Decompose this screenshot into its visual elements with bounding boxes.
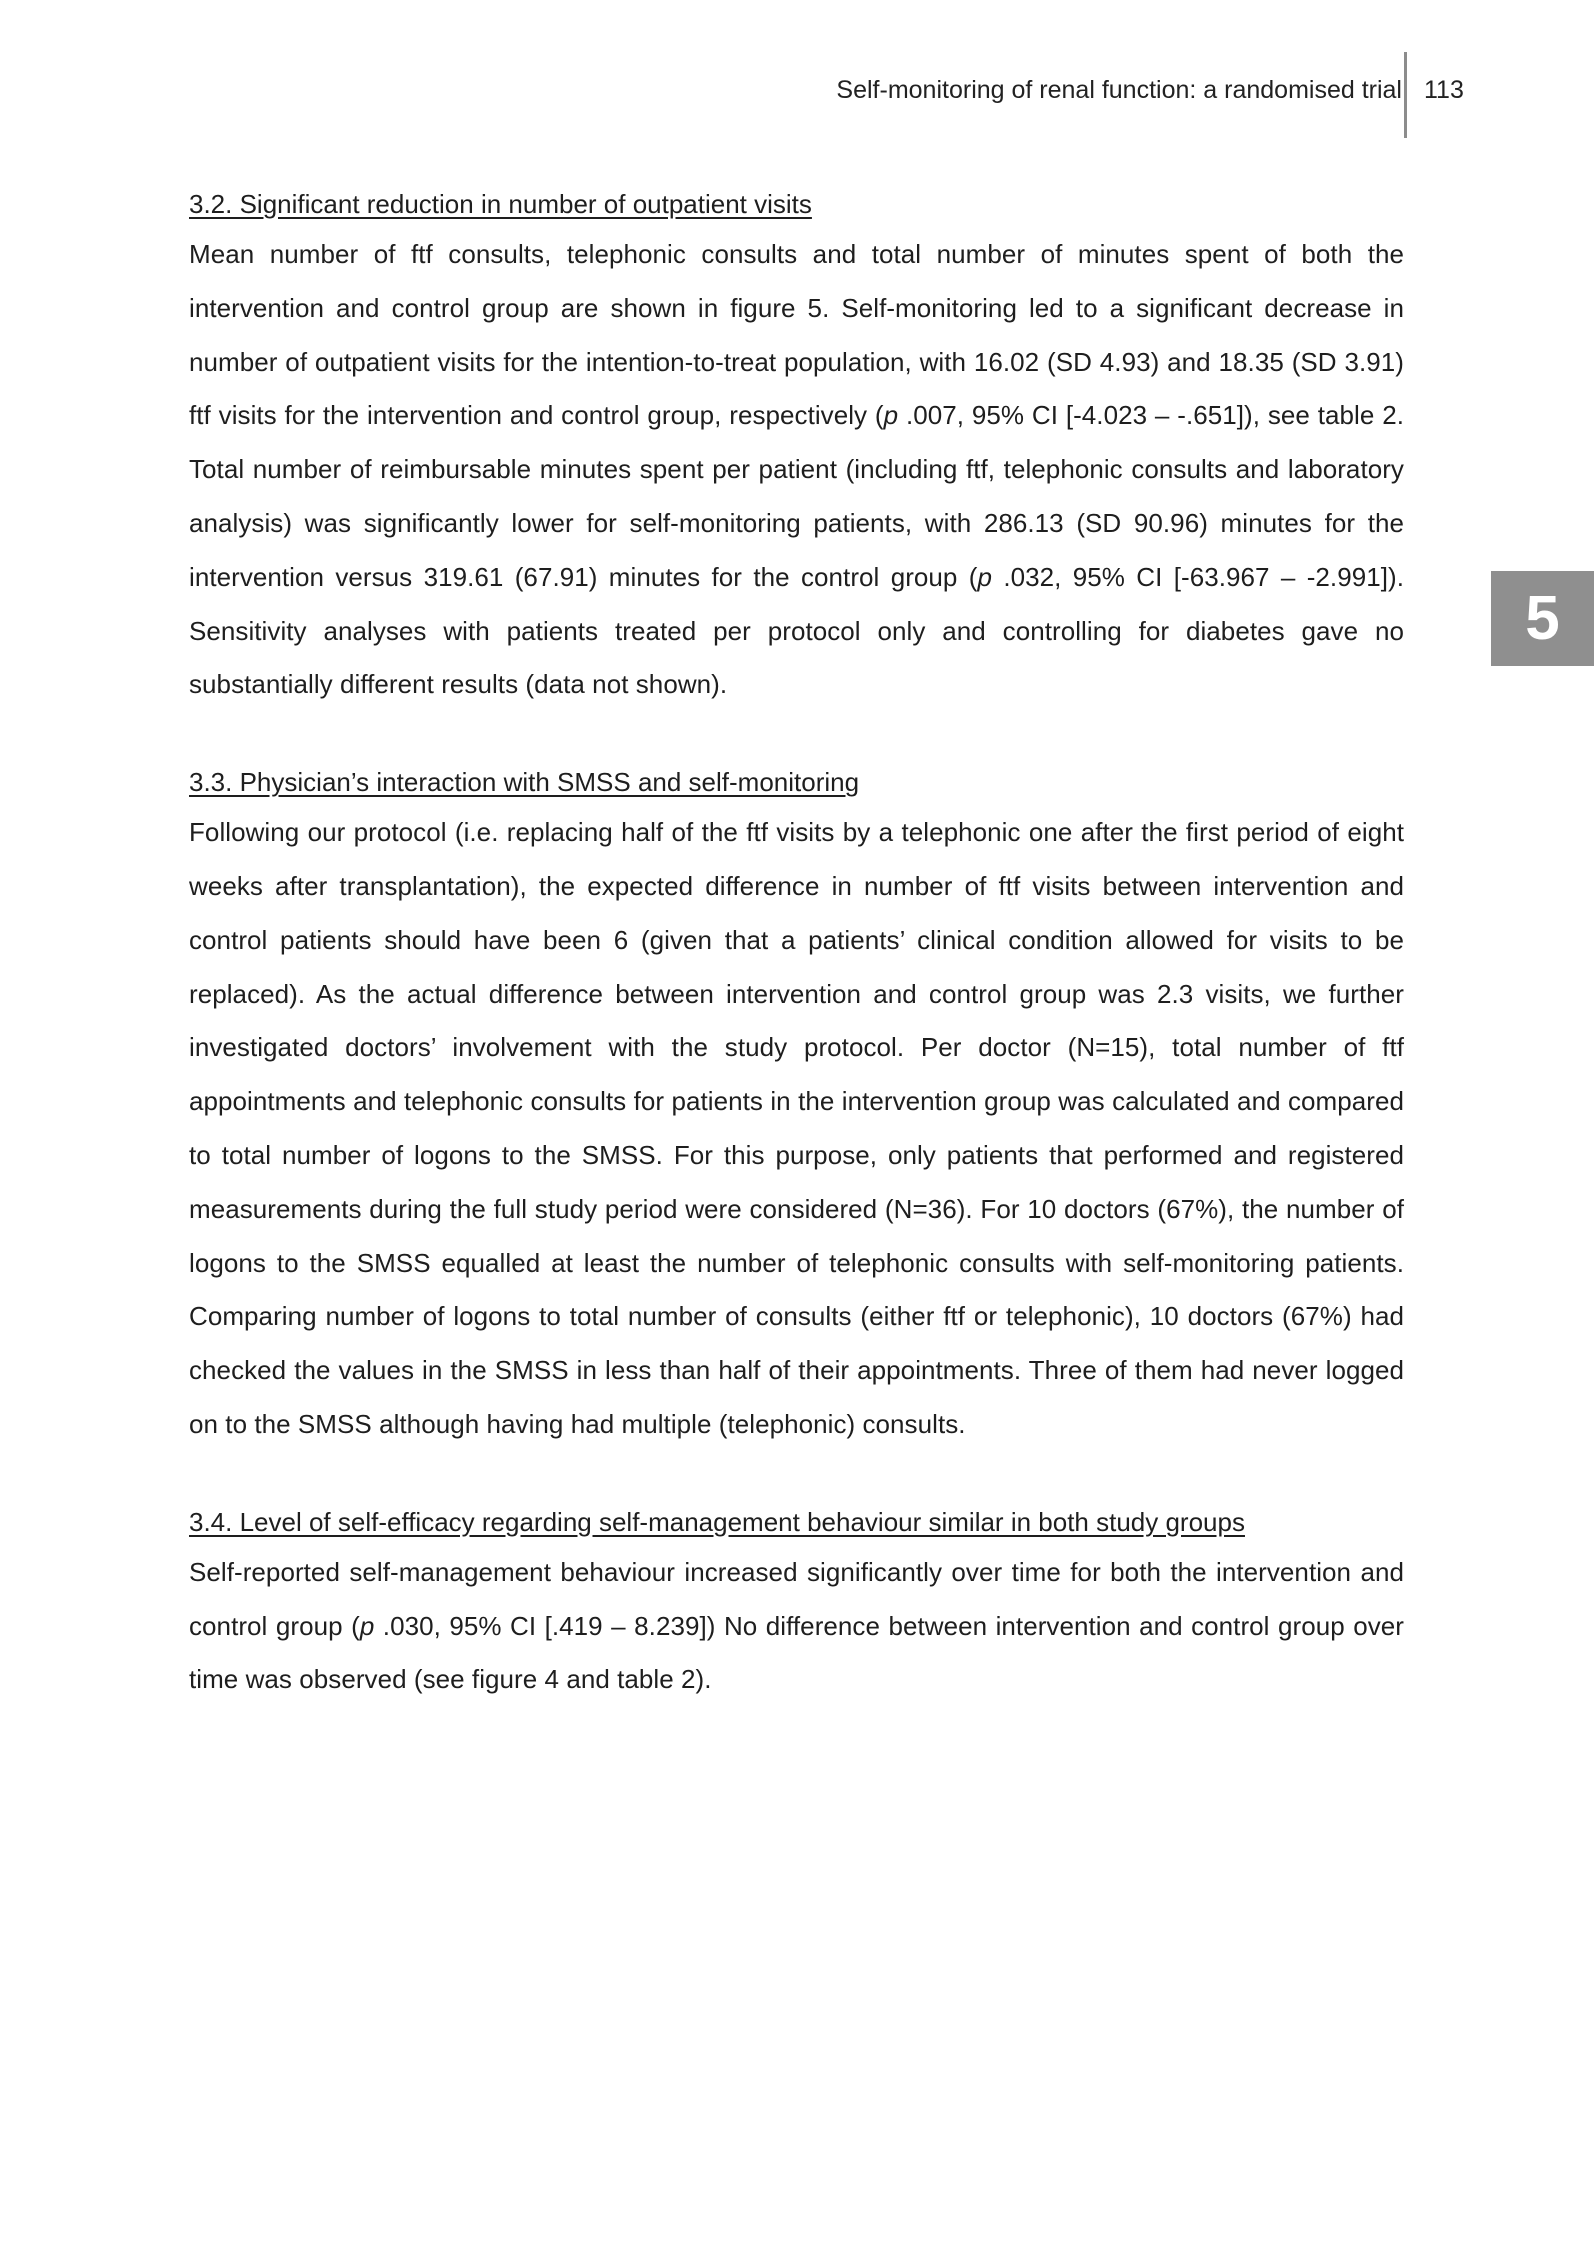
p-value-symbol: p bbox=[883, 400, 899, 431]
p-value-symbol: p bbox=[977, 561, 993, 592]
paragraph-text: .030, 95% CI [.419 – 8.239]) No difference between intervention and control group over time was observed (see figure 4 and table 2). bbox=[189, 1610, 1404, 1695]
section-heading: 3.3. Physician’s interaction with SMSS and self-monitoring bbox=[189, 767, 860, 798]
p-value-symbol: p bbox=[359, 1610, 375, 1641]
section-heading: 3.2. Significant reduction in number of outpatient visits bbox=[189, 189, 812, 219]
paragraph-text: .007, 95% CI [-4.023 – -.651]), see table 2. Total number of reimbursable minutes spent per patient (including ftf, telephonic consults and laboratory analysis) was significantly lower for self-monitoring patients, with 286.13 (SD 90.96) minutes for the intervention versus 319.61 (67.91) minutes for the control group ( bbox=[189, 400, 1404, 592]
section-3-3 bbox=[189, 764, 1404, 1452]
section-paragraph bbox=[189, 1546, 1404, 1707]
section-spacer bbox=[189, 712, 1404, 764]
section-3-4 bbox=[189, 1504, 1404, 1707]
section-heading: 3.4. Level of self-efficacy regarding self-management behaviour similar in both study groups bbox=[189, 1506, 1245, 1537]
section-3-2 bbox=[189, 186, 1404, 712]
section-paragraph: Following our protocol (i.e. replacing half of the ftf visits by a telephonic one after the first period of eight weeks after transplantation), the expected difference in number of ftf visits between intervention and control patients should have been 6 (given that a patients’ clinical condition allowed for visits to be replaced). As the actual difference between intervention and control group was 2.3 visits, we further investigated doctors’ involvement with the study protocol. Per doctor (N=15), total number of ftf appointments and telephonic consults for patients in the intervention group was calculated and compared to total number of logons to the SMSS. For this purpose, only patients that performed and registered measurements during the full study period were considered (N=36). For 10 doctors (67%), the number of logons to the SMSS equalled at least the number of telephonic consults with self-monitoring patients. Comparing number of logons to total number of consults (either ftf or telephonic), 10 doctors (67%) had checked the values in the SMSS in less than half of their appointments. Three of them had never logged on to the SMSS although having had multiple (telephonic) consults. bbox=[189, 817, 1404, 1439]
section-paragraph bbox=[189, 228, 1404, 712]
body-content bbox=[189, 186, 1404, 1707]
paragraph-text: Mean number of ftf consults, telephonic consults and total number of minutes spent of both the intervention and control group are shown in figure 5. Self-monitoring led to a significant decrease in number of outpatient visits for the intention-to-treat population, with 16.02 (SD 4.93) and 18.35 (SD 3.91) ftf visits for the intervention and control group, respectively ( bbox=[189, 239, 1404, 431]
paragraph-text: .032, 95% CI [-63.967 – -2.991]). Sensitivity analyses with patients treated per protocol only and controlling for diabetes gave no substantially different results (data not shown). bbox=[189, 561, 1404, 700]
header-divider bbox=[1404, 52, 1407, 138]
page-number: 113 bbox=[1424, 76, 1464, 104]
chapter-tab: 5 bbox=[1491, 571, 1594, 666]
section-spacer bbox=[189, 1452, 1404, 1504]
running-header-title: Self-monitoring of renal function: a randomised trial bbox=[836, 76, 1402, 104]
paragraph-text: Self-reported self-management behaviour increased significantly over time for both the intervention and control group ( bbox=[189, 1556, 1404, 1641]
